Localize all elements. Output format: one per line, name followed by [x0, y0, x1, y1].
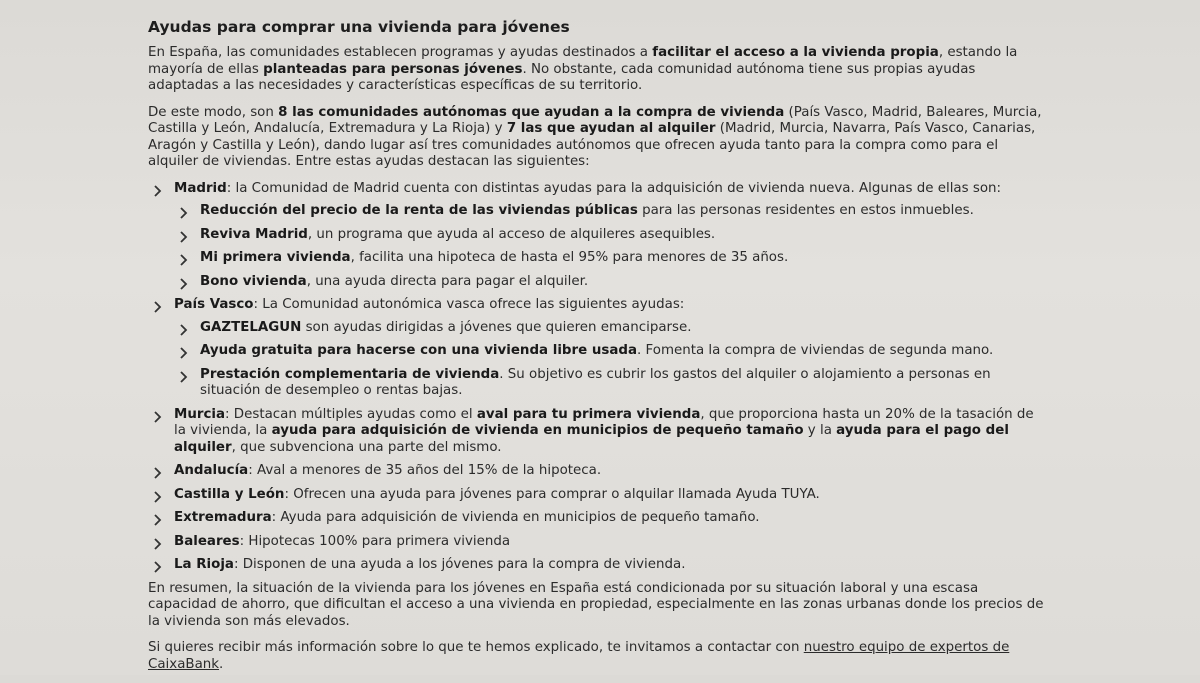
region-text-castilla-leon: : Ofrecen una ayuda para jóvenes para comprar o alquilar llamada Ayuda TUYA.: [284, 486, 820, 502]
region-text-pais-vasco: : La Comunidad autonómica vasca ofrece las siguientes ayudas:: [253, 297, 685, 312]
murcia-bold-b: ayuda para adquisición de vivienda en municipios de pequeño tamaño: [271, 423, 804, 438]
madrid-item-4-title: Bono vivienda: [200, 273, 307, 289]
intro-1-text-c: . No obstante, cada comunidad autónoma tiene sus propias ayudas adaptadas a las necesidades y características específicas de su territorio.: [148, 61, 976, 93]
list-item-la-rioja: [148, 557, 1048, 574]
chevron-right-icon: [178, 231, 190, 243]
closing-end: .: [219, 656, 224, 672]
list-item-murcia: [148, 407, 1048, 457]
region-text-baleares: : Hipotecas 100% para primera vivienda: [239, 533, 511, 549]
pais-vasco-sublist: [174, 320, 1048, 400]
intro-2-text-c: (Madrid, Murcia, Navarra, País Vasco, Canarias, Aragón y Castilla y León), dando lugar así tres comunidades autónomos que ofrecen ayuda tanto para la compra como para el alquiler de viviendas. Entre estas ayudas destacan las siguientes:: [148, 121, 1036, 169]
list-item-extremadura: [148, 510, 1048, 527]
region-text-extremadura: : Ayuda para adquisición de vivienda en municipios de pequeño tamaño.: [271, 510, 760, 525]
madrid-item-3-text: , facilita una hipoteca de hasta el 95% para menores de 35 años.: [350, 250, 789, 265]
region-name-la-rioja: La Rioja: [174, 557, 234, 572]
region-text-madrid: : la Comunidad de Madrid cuenta con distintas ayudas para la adquisición de vivienda nueva. Algunas de ellas son:: [226, 180, 1002, 196]
list-item-andalucia: [148, 463, 1048, 480]
list-item-madrid-3: [174, 250, 1048, 267]
madrid-item-2-text: , un programa que ayuda al acceso de alquileres asequibles.: [307, 226, 716, 242]
region-text-la-rioja: : Disponen de una ayuda a los jóvenes para la compra de vivienda.: [233, 557, 686, 572]
chevron-right-icon: [178, 278, 190, 290]
murcia-bold-c: ayuda para el pago del alquiler: [174, 423, 1009, 455]
madrid-item-1-title: Reducción del precio de la renta de las viviendas públicas: [200, 203, 638, 218]
chevron-right-icon: [152, 185, 164, 197]
chevron-right-icon: [178, 371, 190, 383]
list-item-pais-vasco-2: [174, 343, 1048, 360]
list-item-madrid-4: [174, 274, 1048, 291]
madrid-sublist: [174, 203, 1048, 290]
chevron-right-icon: [152, 514, 164, 526]
madrid-item-1-text: para las personas residentes en estos inmuebles.: [637, 203, 974, 218]
article: [148, 12, 1048, 683]
murcia-text-a: : Destacan múltiples ayudas como el: [225, 406, 477, 422]
chevron-right-icon: [178, 254, 190, 266]
regions-list: [148, 181, 1048, 574]
chevron-right-icon: [152, 467, 164, 479]
intro-paragraph-1: [148, 45, 1048, 95]
murcia-bold-a: aval para tu primera vivienda: [476, 406, 701, 422]
region-name-andalucia: Andalucía: [174, 463, 249, 478]
closing-paragraph: [148, 640, 1048, 673]
chevron-right-icon: [152, 411, 164, 423]
region-name-extremadura: Extremadura: [174, 510, 272, 525]
pais-vasco-item-1-title: GAZTELAGUN: [200, 319, 302, 335]
region-name-pais-vasco: País Vasco: [174, 297, 254, 312]
chevron-right-icon: [152, 491, 164, 503]
chevron-right-icon: [178, 207, 190, 219]
pais-vasco-item-2-text: . Fomenta la compra de viviendas de segunda mano.: [637, 343, 994, 358]
chevron-right-icon: [152, 538, 164, 550]
chevron-right-icon: [178, 347, 190, 359]
madrid-item-2-title: Reviva Madrid: [200, 226, 308, 242]
pais-vasco-item-3-title: Prestación complementaria de vivienda: [200, 366, 500, 382]
region-name-castilla-leon: Castilla y León: [174, 486, 285, 502]
pais-vasco-item-3-text: . Su objetivo es cubrir los gastos del alquiler o alojamiento a personas en situación de desempleo o rentas bajas.: [200, 366, 991, 398]
murcia-text-d: , que subvenciona una parte del mismo.: [231, 439, 502, 455]
intro-2-bold-a: 8 las comunidades autónomas que ayudan a la compra de vivienda: [278, 104, 785, 120]
closing-text: Si quieres recibir más información sobre lo que te hemos explicado, te invitamos a contactar con: [148, 640, 804, 655]
intro-2-bold-b: 7 las que ayudan al alquiler: [506, 121, 716, 136]
region-name-murcia: Murcia: [174, 406, 226, 422]
murcia-text-b: , que proporciona hasta un 20% de la tasación de la vivienda, la: [174, 406, 1034, 438]
pais-vasco-item-1-text: son ayudas dirigidas a jóvenes que quieren emanciparse.: [301, 319, 692, 335]
intro-1-text-b: , estando la mayoría de ellas: [148, 45, 1018, 77]
region-text-andalucia: : Aval a menores de 35 años del 15% de la hipoteca.: [248, 463, 602, 478]
list-item-pais-vasco-1: [174, 320, 1048, 337]
chevron-right-icon: [152, 301, 164, 313]
madrid-item-3-title: Mi primera vivienda: [200, 250, 351, 265]
summary-paragraph: En resumen, la situación de la vivienda para los jóvenes en España está condicionada por su situación laboral y una escasa capacidad de ahorro, que dificultan el acceso a una vivienda en propiedad, especialmente en las zonas urbanas donde los precios de la vivienda son más elevados.: [148, 580, 1044, 629]
region-name-baleares: Baleares: [174, 533, 240, 549]
list-item-pais-vasco: [148, 297, 1048, 400]
intro-1-text-a: En España, las comunidades establecen programas y ayudas destinados a: [148, 45, 653, 60]
region-name-madrid: Madrid: [174, 180, 227, 196]
intro-1-bold-a: facilitar el acceso a la vivienda propia: [652, 45, 939, 60]
contact-experts-link[interactable]: nuestro equipo de expertos de CaixaBank: [148, 640, 1010, 672]
list-item-castilla-leon: [148, 487, 1048, 504]
murcia-text-c: y la: [803, 423, 837, 438]
list-item-baleares: [148, 534, 1048, 551]
chevron-right-icon: [178, 324, 190, 336]
list-item-pais-vasco-3: [174, 367, 1048, 400]
intro-paragraph-2: [148, 105, 1048, 171]
pais-vasco-item-2-title: Ayuda gratuita para hacerse con una vivienda libre usada: [200, 343, 638, 358]
madrid-item-4-text: , una ayuda directa para pagar el alquiler.: [306, 273, 589, 289]
list-item-madrid-1: [174, 203, 1048, 220]
list-item-madrid-2: [174, 227, 1048, 244]
article-title: Ayudas para comprar una vivienda para jóvenes: [148, 18, 570, 36]
intro-2-text-a: De este modo, son: [148, 104, 279, 120]
chevron-right-icon: [152, 561, 164, 573]
intro-2-text-b: (País Vasco, Madrid, Baleares, Murcia, Castilla y León, Andalucía, Extremadura y La Rioja) y: [148, 104, 1042, 136]
list-item-madrid: [148, 181, 1048, 291]
intro-1-bold-b: planteadas para personas jóvenes: [263, 61, 523, 77]
